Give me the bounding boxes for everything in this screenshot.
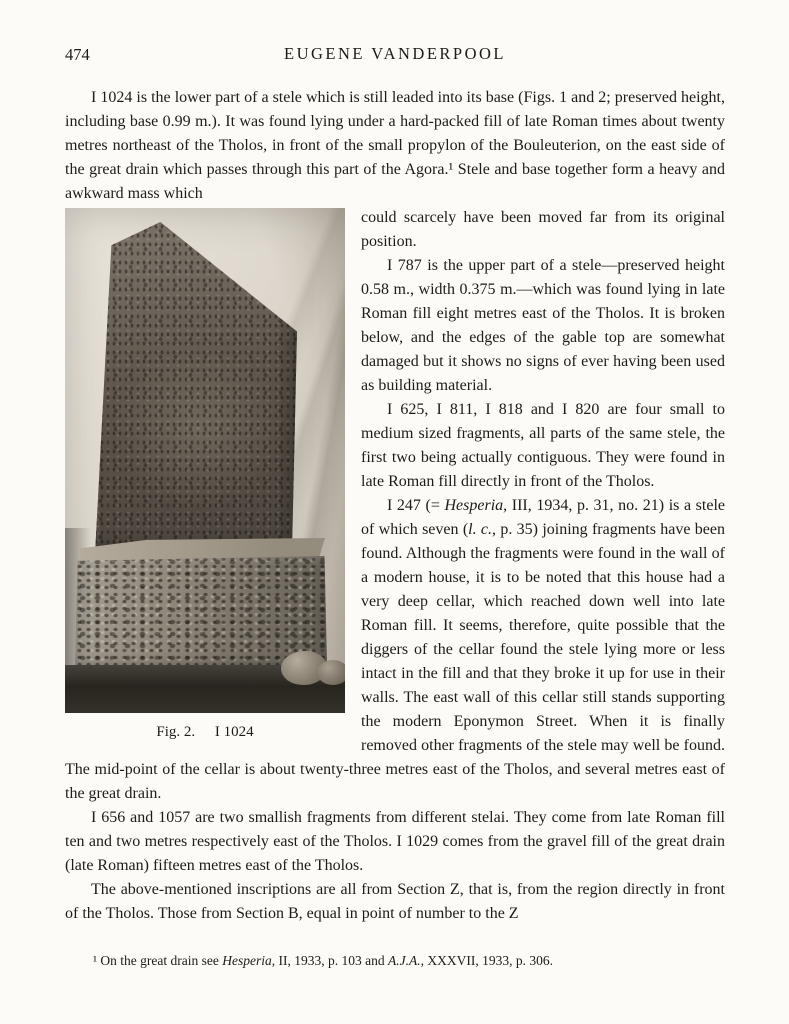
figure-caption [65,722,345,742]
text-segment: , II, 1933, p. 103 and [271,953,388,968]
italic-title-hesperia-footnote: Hesperia [222,953,272,968]
page-number: 474 [65,45,90,64]
italic-title-aja: A.J.A. [387,953,421,968]
text-segment: , III, 1934, p. 31, no. 21) is a stele of which seven ( [361,497,726,538]
article-body [65,86,725,926]
figure-caption-label: Fig. 2. [156,724,196,740]
pebble-stone-2 [317,660,345,685]
footnote-1 [65,952,725,970]
running-title: EUGENE VANDERPOOL [283,44,507,63]
figure-caption-number: I 1024 [214,724,254,740]
italic-title-hesperia: Hesperia [444,497,504,514]
paragraph-i656: I 656 and 1057 are two smallish fragments from different stelai. They come from late Roman fill ten and two metres respectively east of the Tholos. I 1029 comes from the gravel fill of the great drain (late Roman) fifteen metres east of the Tholos. [65,809,725,874]
paragraph-i1024: I 1024 is the lower part of a stele which is still leaded into its base (Figs. 1 and 2; preserved height, including base 0.99 m.). It was found lying under a hard-packed fill of late Roman times about twenty metres northeast of the Tholos, in front of the small propylon of the Bouleuterion, on the east side of the great drain which passes through this part of the Agora.¹ Stele and base together form a heavy and awkward mass which [65,89,725,202]
figure-stele-photo [65,208,345,742]
text-segment: , p. 35) joining fragments have been found. Although the fragments were found in the wall of a modern house, it is to be noted that this house had a very deep cellar, which reached down well into late Roman fill. It seems, therefore, quite possible that the diggers of the cellar found the stele lying more or less intact in the fill and that they broke it up for use in their walls. The east wall of this cellar still stands supporting the modern Eponymon Street. When it is finally removed other fragments of the stele may well be found. The mid-point of the cellar is about twenty-three metres east of the Tholos, and several metres east of the great drain. [65,521,726,802]
paragraph-section-z: The above-mentioned inscriptions are all from Section Z, that is, from the region directly in front of the Tholos. Those from Section B, equal in point of number to the Z [65,881,725,922]
paragraph-i787: I 787 is the upper part of a stele—preserved height 0.58 m., width 0.375 m.—which was found lying in late Roman fill eight metres east of the Tholos. It is broken below, and the edges of the gable top are somewhat damaged but it shows no signs of ever having been used as building material. [361,257,725,394]
text-segment: , XXXVII, 1933, p. 306. [420,953,553,968]
paragraph-i625: I 625, I 811, I 818 and I 820 are four small to medium sized fragments, all parts of the same stele, the first two being actually contiguous. They were found in late Roman fill directly in front of the Tholos. [361,401,725,490]
paragraph-i1024-continuation: could scarcely have been moved far from its original position. [361,209,725,250]
stele-photo [65,208,345,713]
page-header [65,44,725,68]
italic-loc-cit: l. c. [468,521,493,538]
text-segment: ¹ On the great drain see [93,953,223,968]
text-segment: I 247 (= [387,497,445,514]
footnote-block [65,952,725,970]
